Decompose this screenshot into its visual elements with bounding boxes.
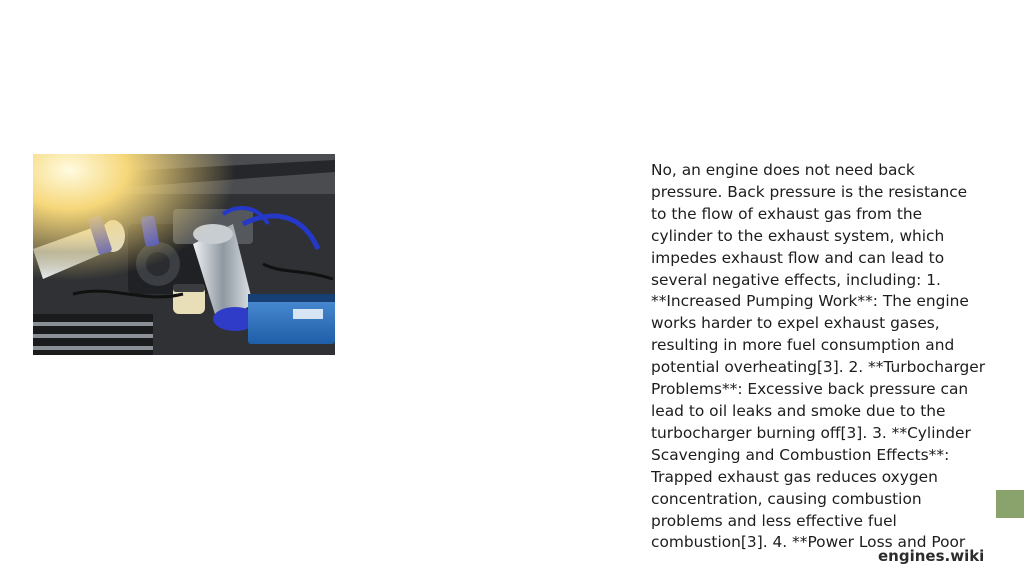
site-watermark: engines.wiki (878, 547, 985, 565)
body-text: No, an engine does not need back pressure. Back pressure is the resistance to the flow of exhaust gas from the cylinder to the exhaust system, which impedes exhaust flow and can lead to several negative effects, including: 1. **Increased Pumping Work**: The engine works harder to expel exhaust gases, resulting in more fuel consumption and potential overheating[3]. 2. **Turbocharger Problems**: Excessive back pressure can lead to oil leaks and smoke due to the turbocharger burning off[3]. 3. **Cylinder Scavenging and Combustion Effects**: Trapped exhaust gas reduces oxygen concentration, causing combustion problems and less effective fuel combustion[3]. 4. **Power Loss and Poor (651, 161, 986, 552)
engine-bay-photo (33, 154, 335, 355)
accent-block (996, 490, 1024, 518)
